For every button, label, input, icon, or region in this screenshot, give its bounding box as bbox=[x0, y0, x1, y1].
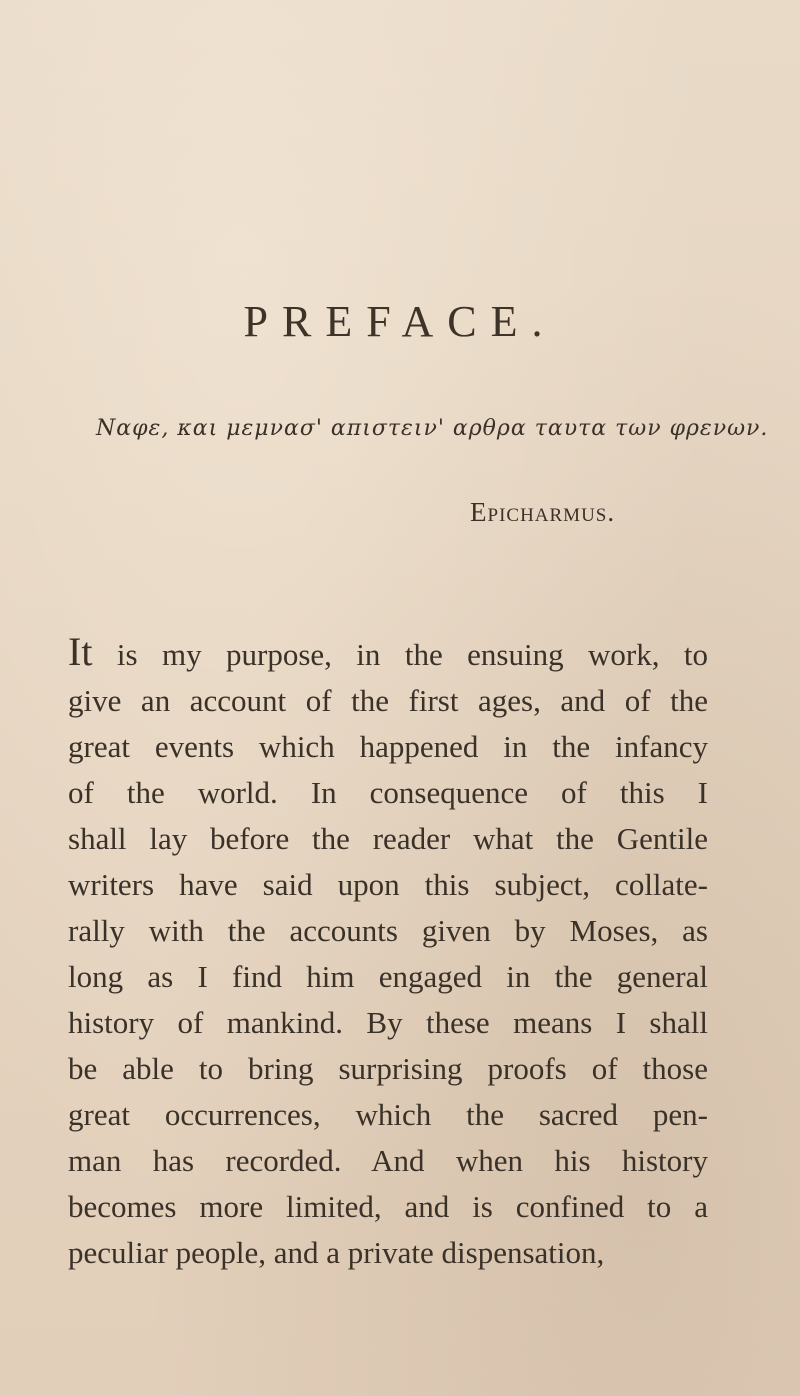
body-line-13: becomes more limited, and is confined to a bbox=[68, 1189, 708, 1224]
body-line-6: writers have said upon this subject, collate- bbox=[68, 867, 708, 902]
greek-epigraph: Ναφε, και μεμνασ' απιστειν' αρθρα ταυτα των φρενων. bbox=[96, 416, 769, 441]
attribution-initial: E bbox=[470, 497, 488, 527]
body-line-4: of the world. In consequence of this I bbox=[68, 775, 708, 810]
body-line-8: long as I find him engaged in the general bbox=[68, 959, 708, 994]
body-line-14: peculiar people, and a private dispensation, bbox=[68, 1235, 605, 1270]
body-line-1-text: is my purpose, in the ensuing work, to bbox=[92, 637, 708, 672]
drop-cap: It bbox=[68, 629, 93, 674]
body-line-5: shall lay before the reader what the Gentile bbox=[68, 821, 708, 856]
attribution-rest: picharmus. bbox=[487, 497, 616, 527]
page-title: PREFACE. bbox=[243, 297, 557, 346]
body-line-2: give an account of the first ages, and of the bbox=[68, 683, 708, 718]
preface-body bbox=[68, 629, 708, 1276]
body-line-10: be able to bring surprising proofs of those bbox=[68, 1051, 708, 1086]
body-line-12: man has recorded. And when his history bbox=[68, 1143, 708, 1178]
body-line-3: great events which happened in the infancy bbox=[68, 729, 708, 764]
epigraph-attribution bbox=[470, 497, 615, 528]
body-line-7: rally with the accounts given by Moses, as bbox=[68, 913, 708, 948]
body-line-9: history of mankind. By these means I shall bbox=[68, 1005, 708, 1040]
body-line-11: great occurrences, which the sacred pen- bbox=[68, 1097, 708, 1132]
body-line-1 bbox=[68, 629, 708, 678]
